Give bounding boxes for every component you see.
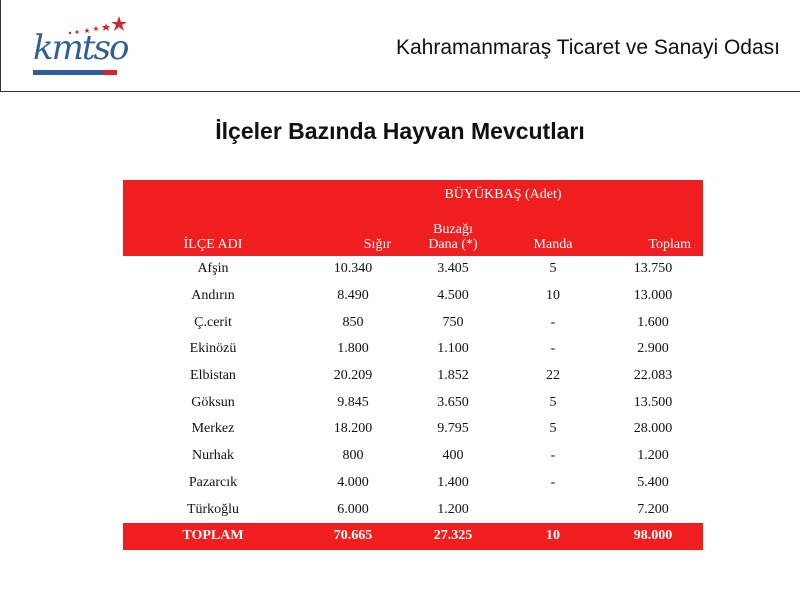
table-total-row — [123, 523, 703, 550]
livestock-table — [123, 180, 703, 550]
cell-buzagi: 1.200 — [437, 501, 469, 517]
cell-manda: - — [550, 314, 556, 330]
cell-buzagi: 1.852 — [437, 368, 469, 384]
table-group-header: BÜYÜKBAŞ (Adet) — [303, 180, 703, 210]
cell-sigir: 4.000 — [337, 474, 369, 490]
table-row — [123, 283, 703, 310]
cell-buzagi: 4.500 — [437, 288, 469, 304]
cell-buzagi: 750 — [442, 314, 464, 330]
cell-manda: 5 — [549, 261, 557, 277]
table-row — [123, 309, 703, 336]
cell-ilce: Ç.cerit — [194, 314, 232, 330]
column-header-sigir: Sığır — [303, 210, 403, 256]
cell-toplam: 1.600 — [637, 314, 669, 330]
logo-bar-accent — [103, 70, 117, 75]
table-header-empty — [123, 180, 303, 210]
cell-manda: - — [550, 474, 556, 490]
cell-ilce: Pazarcık — [188, 474, 238, 490]
table-row — [123, 416, 703, 443]
cell-toplam: 1.200 — [637, 448, 669, 464]
table-row — [123, 389, 703, 416]
column-header-toplam: Toplam — [603, 210, 703, 256]
cell-toplam: 13.000 — [633, 288, 673, 304]
logo-wordmark: kmtso — [33, 28, 128, 68]
cell-ilce: Göksun — [191, 394, 235, 410]
cell-sigir: 8.490 — [337, 288, 369, 304]
cell-manda: - — [550, 341, 556, 357]
cell-sigir: 18.200 — [333, 421, 373, 437]
table-group-header-row — [123, 180, 703, 210]
cell-manda: - — [550, 448, 556, 464]
cell-ilce: Nurhak — [192, 448, 234, 464]
cell-ilce: Merkez — [191, 421, 235, 437]
cell-sigir: 10.340 — [333, 261, 373, 277]
cell-toplam: 13.500 — [633, 394, 673, 410]
cell-sigir: 6.000 — [337, 501, 369, 517]
cell-manda: 5 — [549, 394, 557, 410]
table-row — [123, 363, 703, 390]
table-header-row — [123, 210, 703, 256]
cell-manda: 10 — [546, 288, 560, 304]
table-row — [123, 336, 703, 363]
cell-sigir: 1.800 — [337, 341, 369, 357]
column-header-buzagi — [403, 210, 503, 256]
total-label: TOPLAM — [123, 523, 303, 550]
cell-sigir: 850 — [342, 314, 364, 330]
cell-buzagi: 1.100 — [437, 341, 469, 357]
cell-buzagi: 3.650 — [437, 394, 469, 410]
cell-manda: 5 — [549, 421, 557, 437]
cell-sigir: 800 — [342, 448, 364, 464]
table-row — [123, 256, 703, 283]
kmtso-logo — [25, 14, 128, 80]
cell-ilce: Ekinözü — [189, 341, 237, 357]
cell-manda — [503, 496, 603, 523]
table-row — [123, 496, 703, 523]
cell-toplam: 7.200 — [637, 501, 669, 517]
total-buzagi: 27.325 — [403, 523, 503, 550]
cell-ilce: Andırın — [191, 288, 235, 304]
cell-buzagi: 1.400 — [437, 474, 469, 490]
cell-manda: 22 — [546, 368, 560, 384]
cell-toplam: 13.750 — [633, 261, 673, 277]
cell-ilce: Elbistan — [190, 368, 236, 384]
cell-buzagi: 3.405 — [437, 261, 469, 277]
table-row — [123, 470, 703, 497]
slide-title: İlçeler Bazında Hayvan Mevcutları — [215, 118, 585, 144]
column-header-manda: Manda — [503, 210, 603, 256]
cell-toplam: 22.083 — [633, 368, 673, 384]
cell-toplam: 2.900 — [637, 341, 669, 357]
column-header-ilce: İLÇE ADI — [123, 210, 303, 256]
total-toplam: 98.000 — [603, 523, 703, 550]
total-sigir: 70.665 — [303, 523, 403, 550]
cell-ilce: Türkoğlu — [186, 501, 240, 517]
column-header-buzagi-line1: Buzağı — [433, 222, 473, 237]
table-row — [123, 443, 703, 470]
cell-sigir: 9.845 — [337, 394, 369, 410]
header-title: Kahramanmaraş Ticaret ve Sanayi Odası — [395, 36, 780, 59]
slide-header — [0, 0, 800, 92]
cell-buzagi: 9.795 — [437, 421, 469, 437]
column-header-buzagi-line2: Dana (*) — [428, 237, 478, 252]
total-manda: 10 — [503, 523, 603, 550]
cell-buzagi: 400 — [442, 448, 464, 464]
cell-ilce: Afşin — [197, 261, 229, 277]
cell-toplam: 28.000 — [633, 421, 673, 437]
cell-sigir: 20.209 — [333, 368, 373, 384]
cell-toplam: 5.400 — [637, 474, 669, 490]
